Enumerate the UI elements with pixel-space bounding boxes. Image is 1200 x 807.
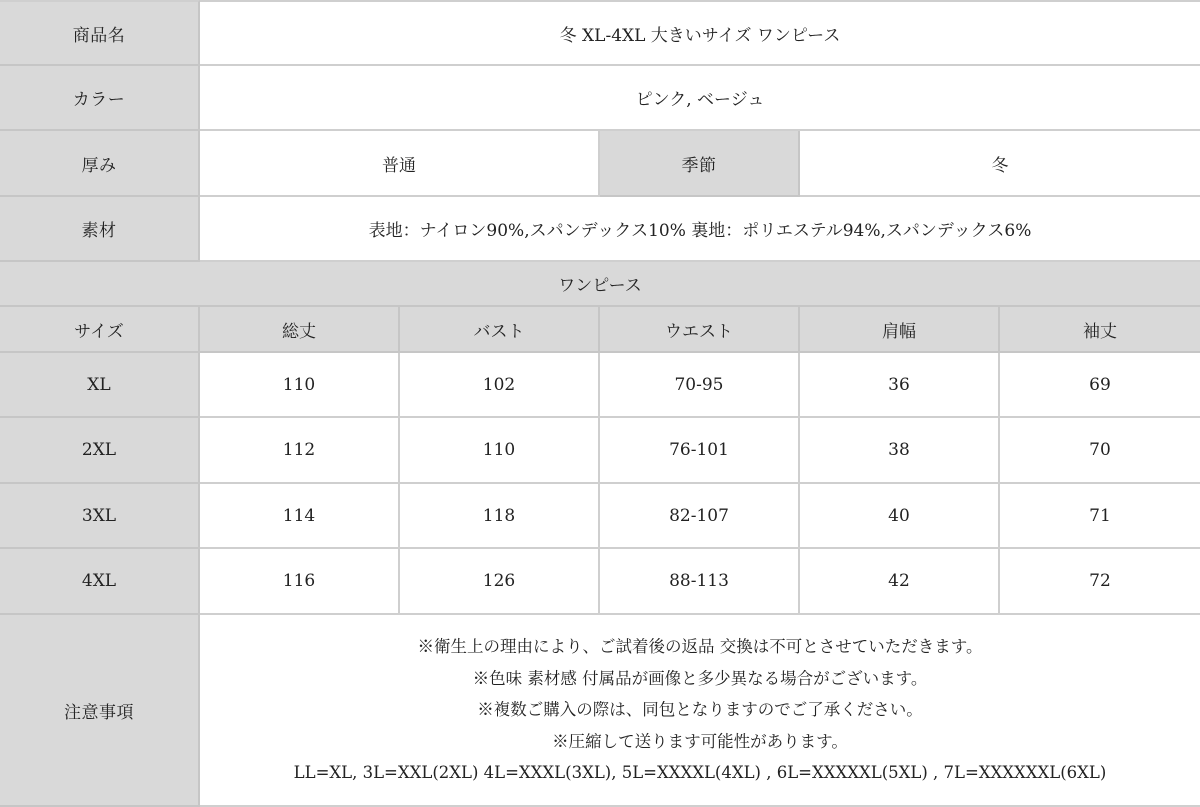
header-bust: バスト <box>400 307 600 353</box>
bust-cell: 102 <box>400 353 600 418</box>
size-cell: XL <box>0 353 200 418</box>
material-row <box>0 197 1200 262</box>
sleeve-cell: 70 <box>1000 418 1200 484</box>
product-name-row <box>0 0 1200 66</box>
note-line-compression: ※圧縮して送ります可能性があります。 <box>552 731 848 751</box>
color-label: カラー <box>0 66 200 131</box>
size-section-title-row <box>0 262 1200 307</box>
header-length: 総丈 <box>200 307 400 353</box>
length-cell: 116 <box>200 549 400 615</box>
note-line-shipping: ※複数ご購入の際は、同包となりますのでご了承ください。 <box>477 700 923 720</box>
sleeve-cell: 69 <box>1000 353 1200 418</box>
color-value: ピンク, ベージュ <box>200 66 1200 131</box>
note-line-hygiene: ※衛生上の理由により、ご試着後の返品 交換は不可とさせていただきます。 <box>417 637 983 657</box>
length-cell: 114 <box>200 484 400 549</box>
material-label: 素材 <box>0 197 200 262</box>
color-row <box>0 66 1200 131</box>
header-waist: ウエスト <box>600 307 800 353</box>
table-row <box>0 549 1200 615</box>
note-line-size-mapping: LL=XL, 3L=XXL(2XL) 4L=XXXL(3XL), 5L=XXXXL(4XL) , 6L=XXXXXL(5XL) , 7L=XXXXXXL(6XL) <box>293 763 1107 783</box>
size-cell: 2XL <box>0 418 200 484</box>
waist-cell: 88-113 <box>600 549 800 615</box>
season-value: 冬 <box>800 131 1200 197</box>
shoulder-cell: 36 <box>800 353 1000 418</box>
table-row <box>0 353 1200 418</box>
shoulder-cell: 42 <box>800 549 1000 615</box>
shoulder-cell: 40 <box>800 484 1000 549</box>
season-label: 季節 <box>600 131 800 197</box>
waist-cell: 70-95 <box>600 353 800 418</box>
header-size: サイズ <box>0 307 200 353</box>
length-cell: 112 <box>200 418 400 484</box>
product-name-value: 冬 XL-4XL 大きいサイズ ワンピース <box>200 0 1200 66</box>
notes-content <box>200 615 1200 807</box>
shoulder-cell: 38 <box>800 418 1000 484</box>
size-cell: 4XL <box>0 549 200 615</box>
table-row <box>0 484 1200 549</box>
length-cell: 110 <box>200 353 400 418</box>
thickness-season-row <box>0 131 1200 197</box>
size-cell: 3XL <box>0 484 200 549</box>
header-sleeve: 袖丈 <box>1000 307 1200 353</box>
waist-cell: 76-101 <box>600 418 800 484</box>
bust-cell: 126 <box>400 549 600 615</box>
bust-cell: 118 <box>400 484 600 549</box>
material-value: 表地：ナイロン90%,スパンデックス10% 裏地：ポリエステル94%,スパンデックス6% <box>200 197 1200 262</box>
sleeve-cell: 71 <box>1000 484 1200 549</box>
thickness-label: 厚み <box>0 131 200 197</box>
product-name-label: 商品名 <box>0 0 200 66</box>
header-shoulder: 肩幅 <box>800 307 1000 353</box>
table-row <box>0 418 1200 484</box>
note-line-color: ※色味 素材感 付属品が画像と多少異なる場合がございます。 <box>472 668 928 688</box>
waist-cell: 82-107 <box>600 484 800 549</box>
notes-label: 注意事項 <box>0 615 200 807</box>
size-table-header <box>0 307 1200 353</box>
sleeve-cell: 72 <box>1000 549 1200 615</box>
size-section-title: ワンピース <box>0 262 1200 307</box>
thickness-value: 普通 <box>200 131 600 197</box>
notes-row <box>0 615 1200 807</box>
bust-cell: 110 <box>400 418 600 484</box>
